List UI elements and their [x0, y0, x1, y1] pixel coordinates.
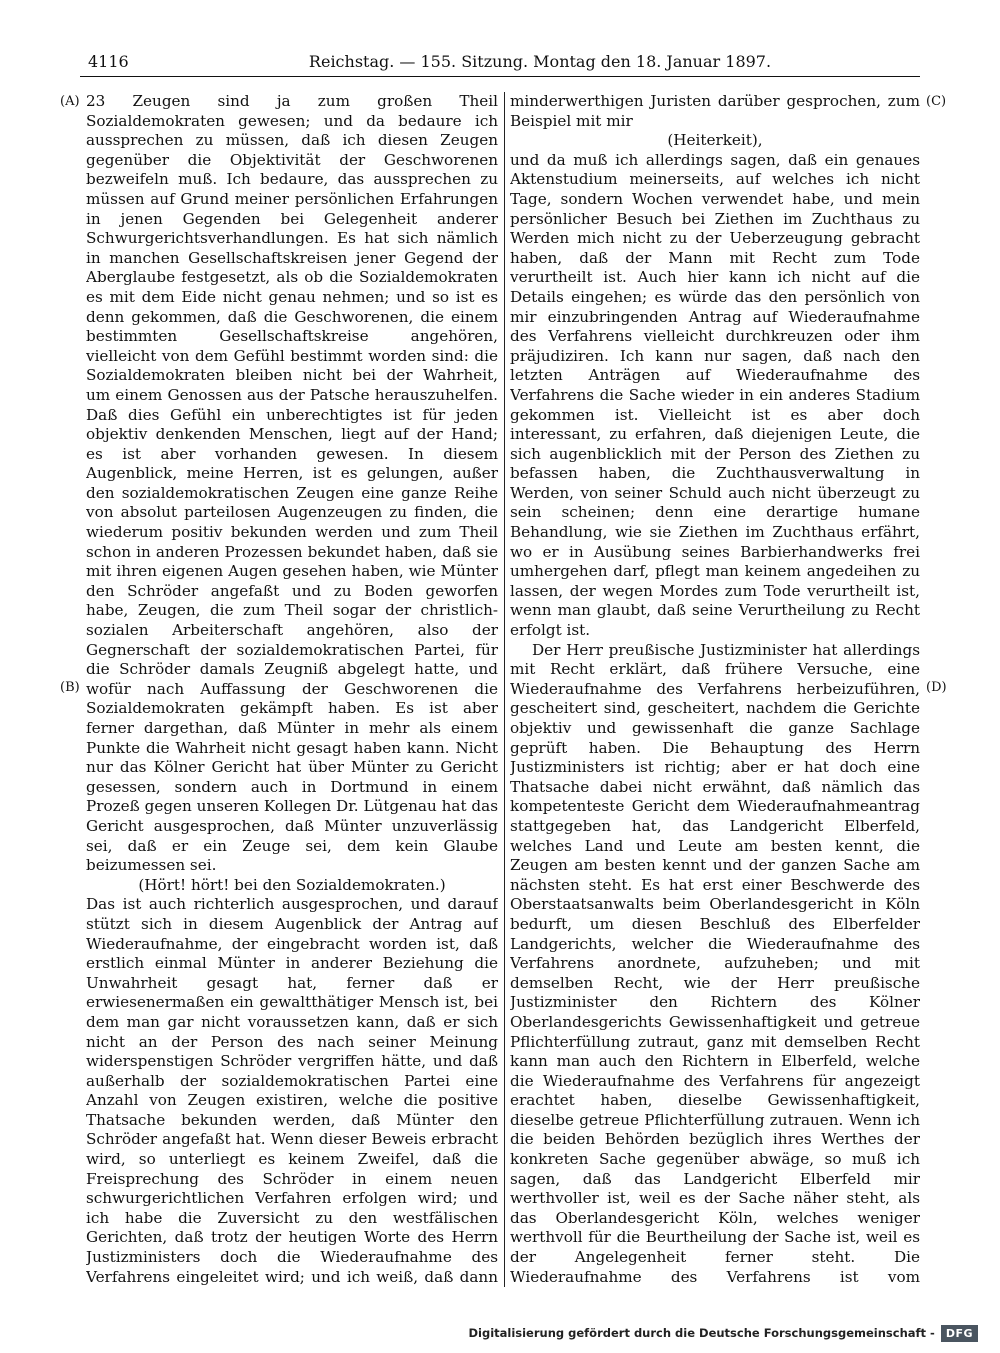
running-head: Reichstag. — 155. Sitzung. Montag den 18. Januar 1897. [308, 52, 772, 71]
margin-letter-b: (B) [60, 680, 80, 695]
right-paragraph-3: Der Herr preußische Justizminister hat allerdings mit Recht erklärt, daß frühere Versuche, eine Wiederaufnahme des Verfahrens herbeizuführen, gescheitert sind, gescheitert, nachdem die Gerichte objektiv und gewissenhaft die ganze Sachlage geprüft haben. Die Behauptung des Herrn Justizministers ist richtig; aber er hat doch eine Thatsache dabei nicht erwähnt, daß nämlich das kompetenteste Gericht dem Wiederaufnahmeantrag stattgegeben hat, das Landgericht Elberfeld, welches Land und Leute am besten kennt, die Zeugen am besten kennt und der ganzen Sache am nächsten steht. Es hat erst einer Beschwerde des Oberstaatsanwalts beim Oberlandesgericht in Köln bedurft, um diesen Beschluß des Elberfelder Landgerichts, welcher die Wiederaufnahme des Verfahrens anordnete, aufzuheben; und mit demselben Recht, wie der Herr preußische Justizminister den Richtern des Kölner Oberlandesgerichts Gewissenhaftigkeit und getreue Pflichterfüllung zutraut, ganz mit demselben Recht kann man auch den Richtern in Elberfeld, welche die Wiederaufnahme des Verfahrens für angezeigt erachtet haben, dieselbe Gewissenhaftigkeit, dieselbe getreue Pflichterfüllung zutrauen. Wenn ich die beiden Behörden bezüglich ihres Werthes der konkreten Sache gegenüber abwäge, so muß ich sagen, daß das Landgericht Elberfeld mir werthvoller ist, weil es der Sache näher steht, als das Oberlandesgericht Köln, welches weniger werthvoll für die Beurtheilung der Sache ist, weil es der Angelegenheit ferner steht. Die Wiederaufnahme des Verfahrens ist vom [510, 640, 920, 1286]
left-paragraph-1: 23 Zeugen sind ja zum großen Theil Sozialdemokraten gewesen; und da bedaure ich aussprechen zu müssen, daß ich diesen Zeugen gegenüber die Objektivität der Geschworenen bezweifeln muß. Ich bedaure, das aussprechen zu müssen auf Grund meiner persönlichen Erfahrungen in jenen Gegenden bei Gelegenheit anderer Schwurgerichtsverhandlungen. Es hat sich nämlich in manchen Gesellschaftskreisen jener Gegend der Aberglaube festgesetzt, als ob die Sozialdemokraten es mit dem Eide nicht genau nehmen; und so ist es denn gekommen, daß die Geschworenen, die einem bestimmten Gesellschaftskreise angehören, vielleicht von dem Gefühl bestimmt worden sind: die Sozialdemokraten bleiben nicht bei der Wahrheit, um einem Genossen aus der Patsche herauszuhelfen. Daß dies Gefühl ein unberechtigtes ist für jeden objektiv denkenden Menschen, liegt auf der Hand; es ist aber vorhanden gewesen. In diesem Augenblick, meine Herren, ist es gelungen, außer den sozialdemokratischen Zeugen eine ganze Reihe von absolut parteilosen Augenzeugen zu finden, die wiederum positiv bekunden werden und zum Theil schon in anderen Prozessen bekundet haben, daß sie mit ihren eigenen Augen gesehen haben, wie Münter den Schröder angefaßt und zu Boden geworfen habe, Zeugen, die zum Theil sogar der christlich-sozialen Arbeiterschaft angehören, also der Gegnerschaft der sozialdemokratischen Partei, für die Schröder damals Zeugniß abgelegt hatte, und wofür nach Auffassung der Geschworenen die Sozialdemokraten gekämpft haben. Es ist aber ferner dargethan, daß Münter in mehr als einem Punkte die Wahrheit nicht gesagt haben kann. Nicht nur das Kölner Gericht hat über Münter zu Gericht gesessen, sondern auch in Dortmund in einem Prozeß gegen unseren Kollegen Dr. Lütgenau hat das Gericht ausgesprochen, daß Münter unzuverlässig sei, daß er ein Zeuge sei, dem kein Glaube beizumessen sei. [86, 92, 498, 875]
right-paragraph-1: minderwerthigen Juristen darüber gesprochen, zum Beispiel mit mir [510, 92, 920, 130]
dfg-logo: DFG [941, 1325, 978, 1342]
page-number: 4116 [88, 52, 129, 71]
page-footer [468, 1323, 978, 1343]
page-header [80, 50, 920, 77]
left-paragraph-2: Das ist auch richterlich ausgesprochen, und darauf stützt sich in diesem Augenblick der Antrag auf Wiederaufnahme, der eingebracht worden ist, daß erstlich einmal Münter in anderer Beziehung die Unwahrheit gesagt hat, ferner daß er erwiesenermaßen ein gewaltthätiger Mensch ist, bei dem man gar nicht voraussetzen kann, daß er sich nicht an der Person des nach seiner Meinung widerspenstigen Schröder vergriffen hätte, und daß außerhalb der sozialdemokratischen Partei eine Anzahl von Zeugen existiren, welche die positive Thatsache bekunden werden, daß Münter den Schröder angefaßt hat. Wenn dieser Beweis erbracht wird, so unterliegt es keinem Zweifel, daß die Freisprechung des Schröder in einem neuen schwurgerichtlichen Verfahren erfolgen wird; und ich habe die Zuversicht zu den westfälischen Gerichten, daß trotz der heutigen Worte des Herrn Justizministers doch die Wiederaufnahme des Verfahrens eingeleitet wird; und ich weiß, daß dann [86, 895, 498, 1286]
right-interjection: (Heiterkeit), [667, 131, 763, 150]
margin-letter-d: (D) [926, 680, 947, 695]
right-paragraph-2: und da muß ich allerdings sagen, daß ein genaues Aktenstudium meinerseits, auf welches ich nicht Tage, sondern Wochen verwendet habe, und mein persönlicher Besuch bei Ziethen im Zuchthaus zu Werden mich nicht zu der Ueberzeugung gebracht haben, daß der Mann mit Recht zum Tode verurtheilt ist. Auch hier kann ich nicht auf die Details eingehen; es würde das den persönlich von mir einzubringenden Antrag auf Wiederaufnahme des Verfahrens vielleicht durchkreuzen oder ihm präjudiziren. Ich kann nur sagen, daß nach den letzten Anträgen auf Wiederaufnahme des Verfahrens die Sache wieder in ein anderes Stadium gekommen ist. Vielleicht ist es aber doch interessant, zu erfahren, daß diejenigen Leute, die sich augenblicklich mit der Person des Ziethen zu befassen haben, die Zuchthausverwaltung in Werden, von seiner Schuld auch nicht überzeugt zu sein scheinen; denn eine derartige humane Behandlung, wie sie Ziethen im Zuchthaus erfährt, wo er in Ausübung seines Barbierhandwerks frei umhergehen darf, pflegt man keinem angedeihen zu lassen, der wegen Mordes zum Tode verurtheilt ist, wenn man glaubt, daß seine Verurtheilung zu Recht erfolgt ist. [510, 150, 920, 640]
left-interjection: (Hört! hört! bei den Sozialdemokraten.) [138, 875, 446, 894]
column-divider [504, 92, 505, 1287]
left-column [86, 92, 498, 1287]
margin-letter-c: (C) [926, 94, 947, 109]
right-column [510, 92, 920, 1287]
margin-letter-a: (A) [60, 94, 80, 109]
digitization-credit: Digitalisierung gefördert durch die Deutsche Forschungsgemeinschaft - [468, 1326, 935, 1340]
